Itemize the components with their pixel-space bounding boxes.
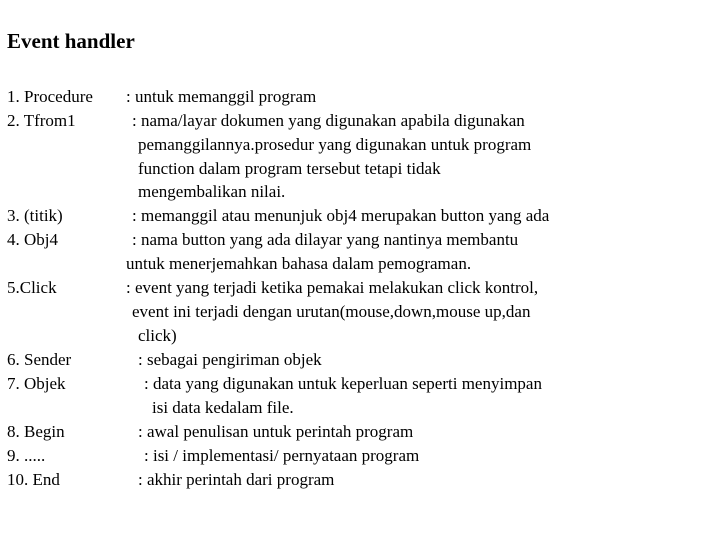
term-begin: 8. Begin	[7, 422, 65, 441]
desc-obj4-line1: : nama button yang ada dilayar yang nantinya membantu	[132, 230, 519, 249]
desc-sender: : sebagai pengiriman objek	[138, 350, 322, 369]
desc-click-line1: : event yang terjadi ketika pemakai melakukan click kontrol,	[126, 278, 539, 297]
term-end: 10. End	[7, 470, 60, 489]
term-titik: 3. (titik)	[7, 206, 63, 225]
desc-isi: : isi / implementasi/ pernyataan program	[144, 446, 420, 465]
desc-tfrom1-line4: mengembalikan nilai.	[138, 182, 286, 201]
desc-titik: : memanggil atau menunjuk obj4 merupakan button yang ada	[132, 206, 550, 225]
term-obj4: 4. Obj4	[7, 230, 58, 249]
term-procedure: 1. Procedure	[7, 87, 93, 106]
term-isi: 9. .....	[7, 446, 46, 465]
desc-click-line3: click)	[138, 326, 177, 345]
desc-tfrom1-line3: function dalam program tersebut tetapi tidak	[138, 159, 441, 178]
desc-objek-line2: isi data kedalam file.	[152, 398, 294, 417]
desc-begin: : awal penulisan untuk perintah program	[138, 422, 414, 441]
term-objek: 7. Objek	[7, 374, 66, 393]
term-sender: 6. Sender	[7, 350, 72, 369]
desc-end: : akhir perintah dari program	[138, 470, 335, 489]
desc-click-line2: event ini terjadi dengan urutan(mouse,down,mouse up,dan	[132, 302, 531, 321]
term-tfrom1: 2. Tfrom1	[7, 111, 76, 130]
term-click: 5.Click	[7, 278, 57, 297]
page-title: Event handler	[7, 29, 135, 53]
desc-procedure: : untuk memanggil program	[126, 87, 317, 106]
desc-tfrom1-line2: pemanggilannya.prosedur yang digunakan untuk program	[138, 135, 532, 154]
desc-objek-line1: : data yang digunakan untuk keperluan seperti menyimpan	[144, 374, 542, 393]
desc-tfrom1-line1: : nama/layar dokumen yang digunakan apabila digunakan	[132, 111, 525, 130]
desc-obj4-line2: untuk menerjemahkan bahasa dalam pemograman.	[126, 254, 472, 273]
